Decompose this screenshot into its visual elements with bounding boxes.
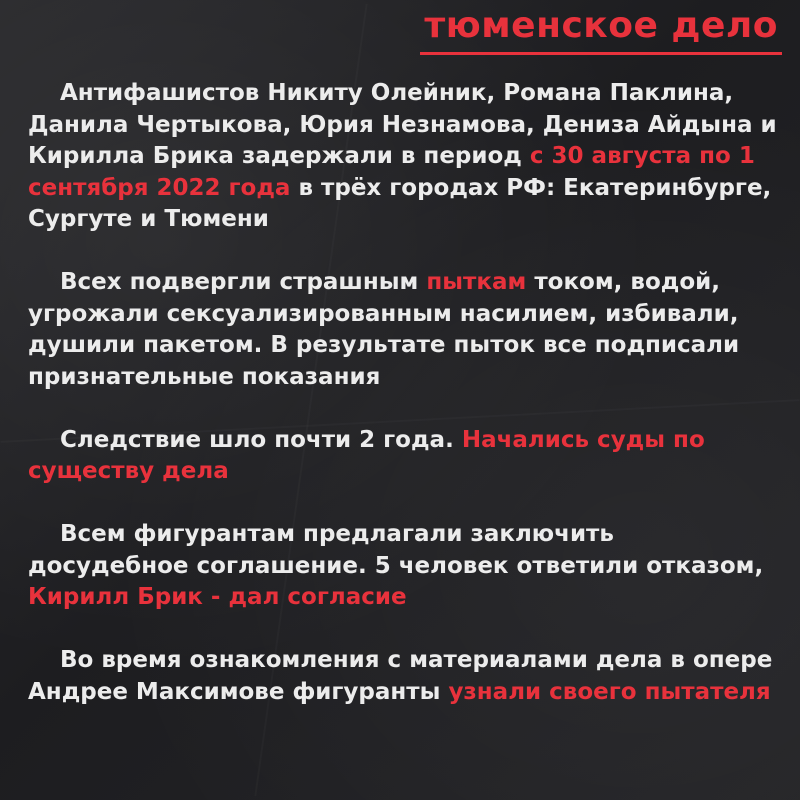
title-block (420, 6, 782, 55)
paragraph-torture (28, 267, 778, 393)
paragraph-investigation (28, 425, 778, 488)
text-segment: в трёх городах РФ: Екатеринбурге, Сургуте и Тюмени (28, 174, 772, 232)
highlight-trials: Начались суды по существу дела (28, 426, 705, 484)
highlight-agreement: Кирилл Брик - дал согласие (28, 584, 407, 610)
highlight-date: с 30 августа по 1 сентября 2022 года (28, 143, 755, 201)
paragraph-torturer (28, 645, 778, 708)
text-segment: Всех подвергли страшным (60, 269, 427, 295)
article-body (28, 78, 778, 740)
text-segment: Всем фигурантам предлагали заключить досудебное соглашение. 5 человек ответили отказом, (28, 521, 764, 579)
text-segment: Антифашистов Никиту Олейник, Романа Паклина, Данила Чертыкова, Юрия Незнамова, Дениза Айдына и Кирилла Брика задержали в период (28, 80, 777, 169)
highlight-torture: пыткам (426, 269, 527, 295)
paragraph-detention (28, 78, 778, 236)
page-title: тюменское дело (424, 5, 778, 46)
text-segment: Во время ознакомления с материалами дела в опере Андрее Максимове фигуранты (28, 647, 773, 705)
paragraph-agreement (28, 519, 778, 614)
text-segment: Следствие шло почти 2 года. (60, 426, 462, 453)
highlight-torturer: узнали своего пытателя (448, 678, 771, 705)
text-segment: током, водой, угрожали сексуализированным насилием, избивали, душили пакетом. В результате пыток все подписали признательные показания (28, 269, 740, 390)
